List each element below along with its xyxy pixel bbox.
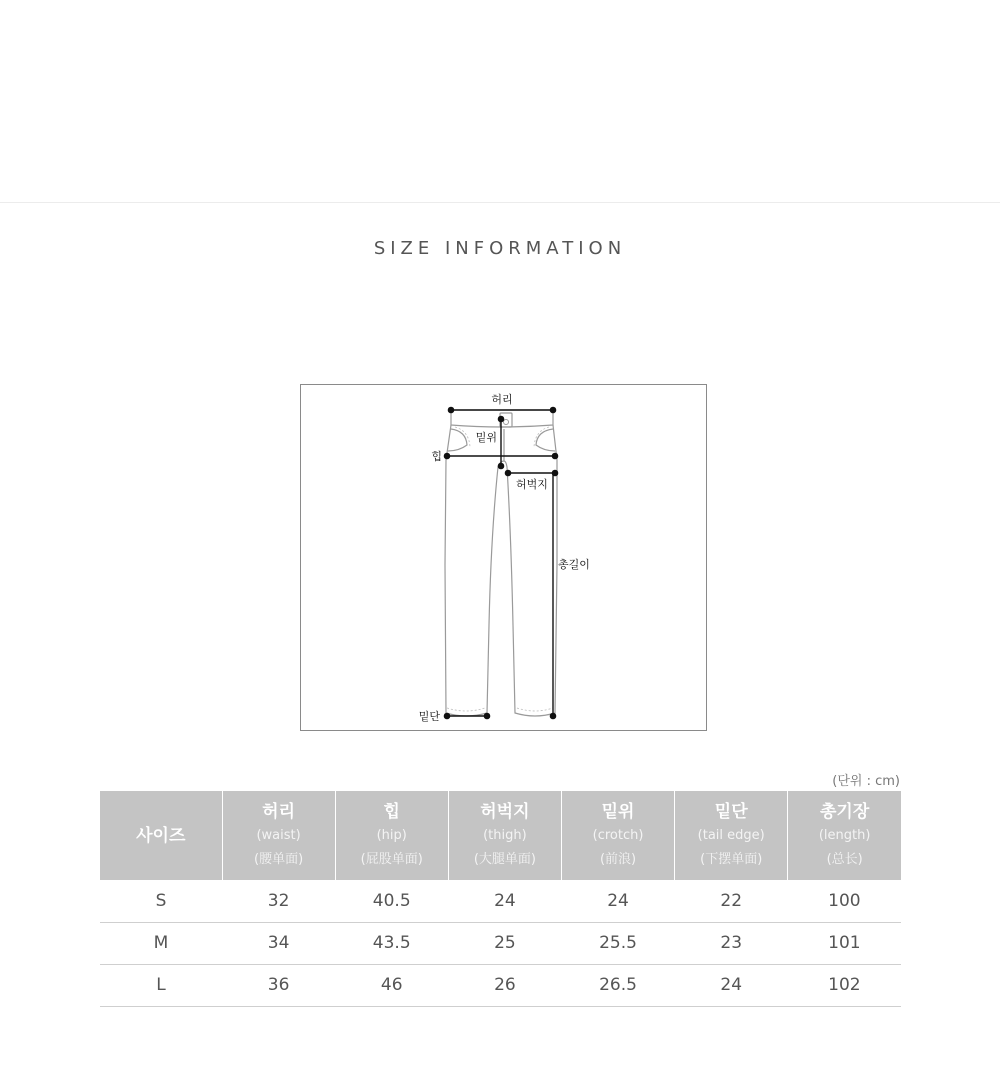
table-cell: 25: [448, 922, 561, 964]
table-row: [100, 964, 901, 1006]
table-cell: 102: [788, 964, 901, 1006]
table-cell: 101: [788, 922, 901, 964]
header-crotch: 밑위 (crotch) (前浪): [561, 791, 674, 880]
top-divider: [0, 202, 1000, 203]
pants-right-leg-outline: [504, 425, 557, 716]
table-cell: 100: [788, 880, 901, 922]
header-hip: 힙 (hip) (屁股单面): [335, 791, 448, 880]
thigh-label: 허벅지: [516, 478, 548, 491]
table-cell: 43.5: [335, 922, 448, 964]
table-cell: 40.5: [335, 880, 448, 922]
pants-illustration: [301, 385, 706, 730]
size-cell: M: [100, 922, 222, 964]
size-table: [100, 791, 901, 1007]
header-thigh: 허벅지 (thigh) (大腿单面): [448, 791, 561, 880]
table-cell: 26: [448, 964, 561, 1006]
table-cell: 34: [222, 922, 335, 964]
table-cell: 46: [335, 964, 448, 1006]
header-length: 총기장 (length) (总长): [788, 791, 901, 880]
left-pocket-outline: [448, 429, 467, 451]
table-cell: 24: [448, 880, 561, 922]
rise-label: 밑위: [475, 431, 497, 444]
length-label: 총길이: [558, 558, 590, 571]
section-title: SIZE INFORMATION: [373, 238, 627, 259]
table-cell: 26.5: [561, 964, 674, 1006]
table-row: [100, 922, 901, 964]
table-cell: 24: [675, 964, 788, 1006]
unit-note: (단위 : cm): [832, 774, 900, 789]
table-cell: 22: [675, 880, 788, 922]
table-cell: 36: [222, 964, 335, 1006]
header-waist: 허리 (waist) (腰单面): [222, 791, 335, 880]
table-cell: 24: [561, 880, 674, 922]
button-icon: [504, 420, 509, 425]
hem-label: 밑단: [418, 710, 440, 723]
header-size: 사이즈: [100, 791, 222, 880]
size-cell: S: [100, 880, 222, 922]
table-cell: 23: [675, 922, 788, 964]
size-cell: L: [100, 964, 222, 1006]
table-cell: 32: [222, 880, 335, 922]
right-pocket-outline: [536, 429, 555, 451]
header-tail-edge: 밑단 (tail edge) (下摆单面): [675, 791, 788, 880]
table-cell: 25.5: [561, 922, 674, 964]
table-header-row: [100, 791, 901, 880]
pants-size-diagram: [300, 384, 707, 731]
waist-label: 허리: [491, 393, 513, 406]
hip-label: 힙: [431, 450, 442, 463]
table-row: [100, 880, 901, 922]
pants-left-leg-outline: [445, 425, 504, 716]
